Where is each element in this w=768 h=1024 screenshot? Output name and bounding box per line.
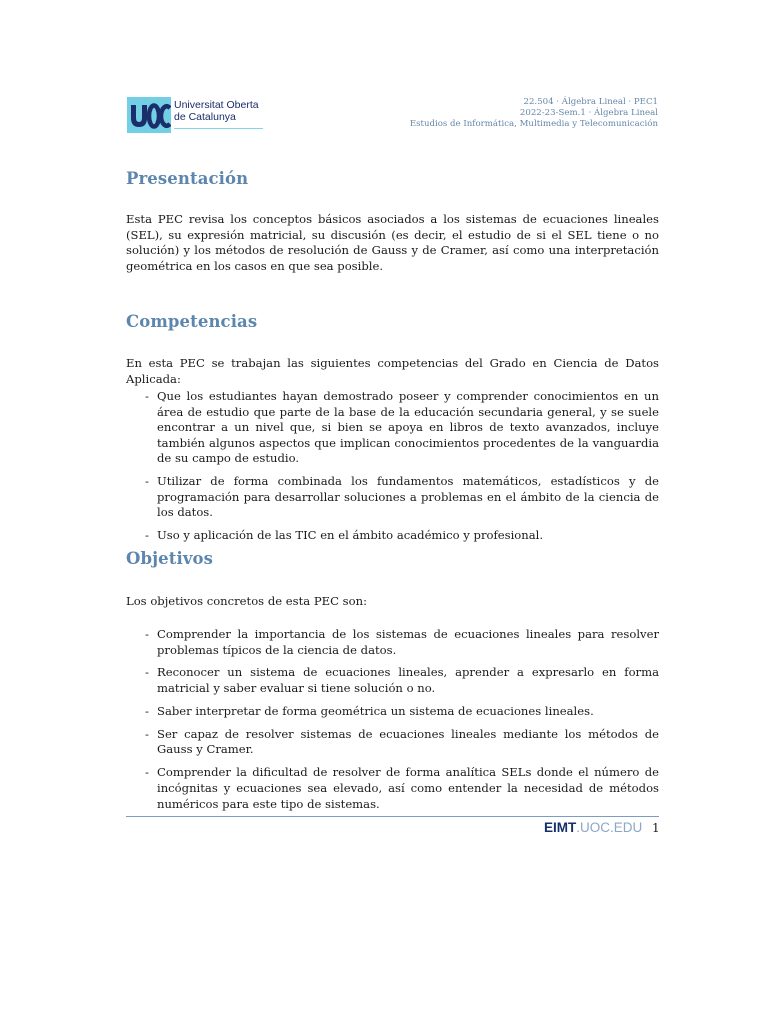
section-title-presentacion: Presentación [126, 169, 249, 188]
uoc-logo [127, 97, 263, 133]
page-number: 1 [652, 821, 660, 835]
brand-domain: .UOC.EDU [576, 820, 643, 835]
footer-rule [126, 816, 659, 817]
competencias-list [126, 389, 659, 551]
section-title-objetivos: Objetivos [126, 549, 214, 568]
logo-underline [174, 128, 263, 129]
section-title-competencias: Competencias [126, 312, 258, 331]
uoc-logo-text [174, 99, 259, 123]
list-item: - Comprender la dificultad de resolver de forma analítica SELs donde el número de incógnitas y ecuaciones sea elevado, así como entender la necesidad de métodos numéricos para este tipo de sistemas. [145, 765, 659, 811]
list-item: - Uso y aplicación de las TIC en el ámbito académico y profesional. [145, 528, 544, 543]
presentacion-body: Esta PEC revisa los conceptos básicos asociados a los sistemas de ecuaciones lineales (SEL), su expresión matricial, su discusión (es decir, el estudio de si el SEL tiene o no solución) y los métodos de resolución de Gauss y de Cramer, así como una interpretación geométrica en los casos en que sea posible. [126, 212, 659, 273]
course-header [410, 97, 658, 130]
competencias-intro: En esta PEC se trabajan las siguientes competencias del Grado en Ciencia de Datos Aplicada: [126, 356, 659, 386]
objetivos-intro: Los objetivos concretos de esta PEC son: [126, 594, 367, 608]
uoc-logo-mark-icon [127, 97, 171, 133]
list-item: - Que los estudiantes hayan demostrado poseer y comprender conocimientos en un área de estudio que parte de la base de la educación secundaria general, y se suele encontrar a un nivel que, si bien se apoya en libros de texto avanzados, incluye también algunos aspectos que implican conocimientos procedentes de la vanguardia de su campo de estudio. [145, 389, 659, 466]
list-item: - Saber interpretar de forma geométrica un sistema de ecuaciones lineales. [145, 703, 594, 718]
list-item: - Reconocer un sistema de ecuaciones lineales, aprender a expresarlo en forma matricial y saber evaluar si tiene solución o no. [145, 665, 659, 696]
list-item: - Utilizar de forma combinada los fundamentos matemáticos, estadísticos y de programación para desarrollar soluciones a problemas en el ámbito de la ciencia de los datos. [145, 474, 659, 520]
course-studies-line: Estudios de Informática, Multimedia y Telecomunicación [409, 119, 658, 129]
objetivos-list [126, 627, 659, 819]
logo-line-2: de Catalunya [174, 111, 236, 123]
brand-eimt: EIMT [544, 820, 577, 835]
course-code-line: 22.504 · Álgebra Lineal · PEC1 [523, 97, 658, 107]
list-item: - Ser capaz de resolver sistemas de ecuaciones lineales mediante los métodos de Gauss y Cramer. [145, 726, 659, 757]
course-semester-line: 2022-23-Sem.1 · Álgebra Lineal [519, 108, 658, 118]
list-item: - Comprender la importancia de los sistemas de ecuaciones lineales para resolver problemas típicos de la ciencia de datos. [145, 627, 659, 657]
eimt-brand [544, 820, 642, 835]
logo-line-1: Universitat Oberta [174, 99, 259, 111]
